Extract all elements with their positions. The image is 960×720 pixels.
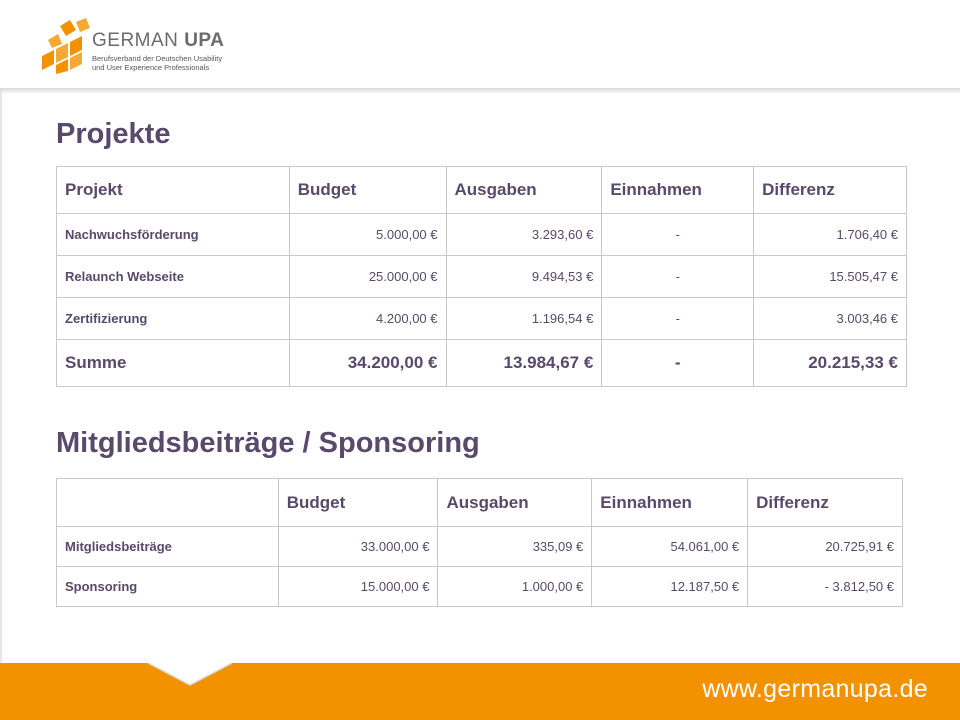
expenses-cell: 1.000,00 € (438, 567, 592, 607)
column-header: Differenz (754, 167, 907, 214)
column-header: Differenz (748, 479, 903, 527)
table-row (57, 214, 907, 256)
projects-title: Projekte (56, 118, 171, 150)
sum-income: - (602, 340, 754, 387)
project-name-cell: Nachwuchsförderung (57, 214, 290, 256)
table-header-row (57, 167, 907, 214)
logo-brand-light: GERMAN (92, 30, 179, 51)
column-header (57, 479, 279, 527)
german-upa-logo (40, 18, 270, 78)
expenses-cell: 1.196,54 € (446, 298, 602, 340)
table-row (57, 256, 907, 298)
sum-difference: 20.215,33 € (754, 340, 907, 387)
column-header: Budget (278, 479, 438, 527)
cubes-logo-icon (40, 18, 92, 74)
income-cell: 12.187,50 € (592, 567, 748, 607)
expenses-cell: 9.494,53 € (446, 256, 602, 298)
project-name-cell: Zertifizierung (57, 298, 290, 340)
expenses-cell: 335,09 € (438, 527, 592, 567)
logo-subtitle (92, 54, 272, 72)
column-header: Einnahmen (602, 167, 754, 214)
budget-cell: 25.000,00 € (289, 256, 446, 298)
membership-sponsoring-title: Mitgliedsbeiträge / Sponsoring (56, 427, 480, 459)
column-header: Einnahmen (592, 479, 748, 527)
income-cell: 54.061,00 € (592, 527, 748, 567)
budget-cell: 33.000,00 € (278, 527, 438, 567)
difference-cell: 15.505,47 € (754, 256, 907, 298)
table-row (57, 527, 903, 567)
header-divider (0, 88, 960, 94)
project-name-cell: Relaunch Webseite (57, 256, 290, 298)
logo-brand-bold: UPA (184, 30, 225, 51)
footer-notch-icon (148, 660, 232, 686)
income-cell: - (602, 298, 754, 340)
column-header: Budget (289, 167, 446, 214)
projects-table (56, 166, 907, 387)
column-header: Ausgaben (446, 167, 602, 214)
logo-subtitle-line1: Berufsverband der Deutschen Usability (92, 54, 223, 63)
sum-row (57, 340, 907, 387)
difference-cell: 3.003,46 € (754, 298, 907, 340)
difference-cell: 1.706,40 € (754, 214, 907, 256)
difference-cell: 20.725,91 € (748, 527, 903, 567)
header (0, 0, 960, 88)
logo-subtitle-line2: und User Experience Professionals (92, 63, 210, 72)
sum-label: Summe (57, 340, 290, 387)
category-name-cell: Sponsoring (57, 567, 279, 607)
income-cell: - (602, 256, 754, 298)
expenses-cell: 3.293,60 € (446, 214, 602, 256)
footer-url-link[interactable]: www.germanupa.de (702, 675, 928, 703)
difference-cell: - 3.812,50 € (748, 567, 903, 607)
membership-sponsoring-table (56, 478, 903, 607)
budget-cell: 4.200,00 € (289, 298, 446, 340)
column-header: Ausgaben (438, 479, 592, 527)
table-header-row (57, 479, 903, 527)
column-header: Projekt (57, 167, 290, 214)
table-row (57, 567, 903, 607)
sum-budget: 34.200,00 € (289, 340, 446, 387)
budget-cell: 5.000,00 € (289, 214, 446, 256)
logo-wordmark (92, 30, 224, 52)
sum-expenses: 13.984,67 € (446, 340, 602, 387)
budget-cell: 15.000,00 € (278, 567, 438, 607)
income-cell: - (602, 214, 754, 256)
table-row (57, 298, 907, 340)
category-name-cell: Mitgliedsbeiträge (57, 527, 279, 567)
